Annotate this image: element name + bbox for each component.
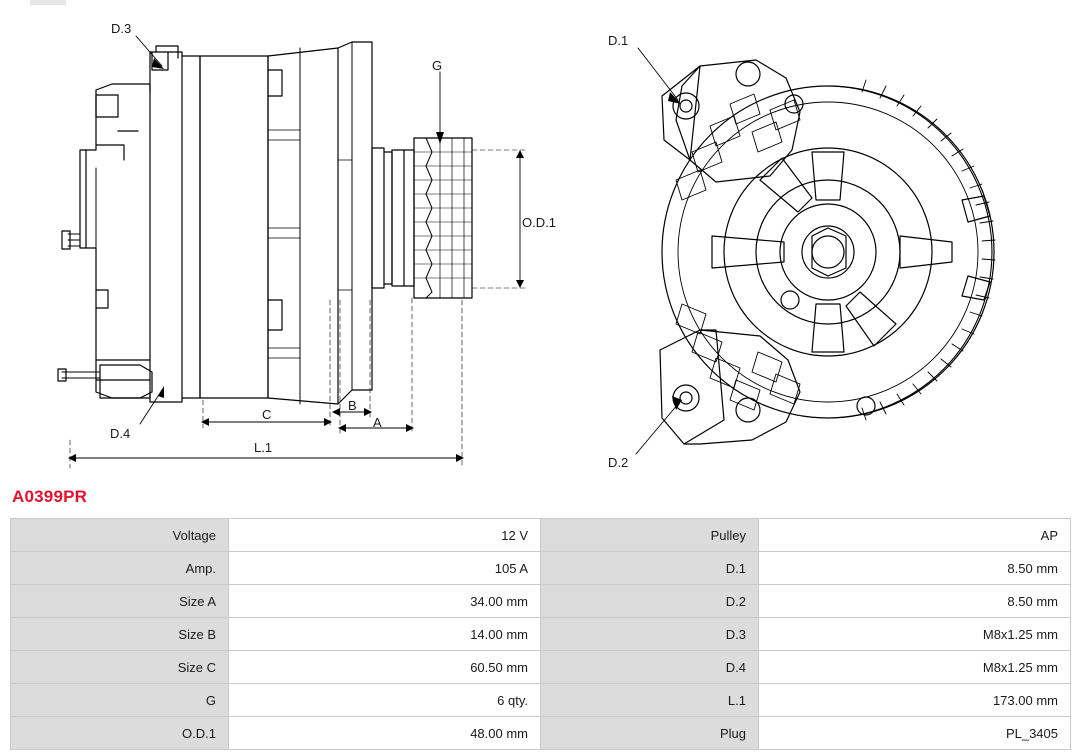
- spec-value: 60.50 mm: [229, 651, 541, 684]
- spec-value: 12 V: [229, 519, 541, 552]
- spec-value: AP: [759, 519, 1071, 552]
- spec-key: Plug: [541, 717, 759, 750]
- spec-key: Size C: [11, 651, 229, 684]
- spec-key: L.1: [541, 684, 759, 717]
- table-row: [11, 717, 1071, 750]
- spec-value: 14.00 mm: [229, 618, 541, 651]
- label-d4: D.4: [110, 426, 131, 441]
- spec-key: D.1: [541, 552, 759, 585]
- spec-value: M8x1.25 mm: [759, 618, 1071, 651]
- label-d3: D.3: [111, 21, 132, 36]
- table-row: [11, 585, 1071, 618]
- table-row: [11, 552, 1071, 585]
- spec-value: 48.00 mm: [229, 717, 541, 750]
- spec-key: O.D.1: [11, 717, 229, 750]
- spec-value: M8x1.25 mm: [759, 651, 1071, 684]
- label-od1: O.D.1: [522, 215, 556, 230]
- spec-key: D.3: [541, 618, 759, 651]
- spec-value: 8.50 mm: [759, 552, 1071, 585]
- spec-value: 8.50 mm: [759, 585, 1071, 618]
- part-number: A0399PR: [12, 487, 88, 506]
- table-row: [11, 651, 1071, 684]
- label-l1: L.1: [254, 440, 273, 455]
- spec-key: Amp.: [11, 552, 229, 585]
- table-row: [11, 684, 1071, 717]
- label-g: G: [432, 58, 443, 73]
- spec-value: PL_3405: [759, 717, 1071, 750]
- spec-key: Size B: [11, 618, 229, 651]
- table-row: [11, 519, 1071, 552]
- label-d1: D.1: [608, 33, 629, 48]
- spec-key: Size A: [11, 585, 229, 618]
- specifications-table: [10, 518, 1071, 750]
- spec-value: 173.00 mm: [759, 684, 1071, 717]
- label-d2: D.2: [608, 455, 629, 470]
- spec-key: Pulley: [541, 519, 759, 552]
- spec-value: 34.00 mm: [229, 585, 541, 618]
- spec-value: 6 qty.: [229, 684, 541, 717]
- label-c: C: [262, 407, 272, 422]
- label-a: A: [373, 415, 382, 430]
- spec-key: G: [11, 684, 229, 717]
- spec-key: Voltage: [11, 519, 229, 552]
- spec-key: D.2: [541, 585, 759, 618]
- label-b: B: [348, 398, 357, 413]
- spec-key: D.4: [541, 651, 759, 684]
- spec-value: 105 A: [229, 552, 541, 585]
- table-row: [11, 618, 1071, 651]
